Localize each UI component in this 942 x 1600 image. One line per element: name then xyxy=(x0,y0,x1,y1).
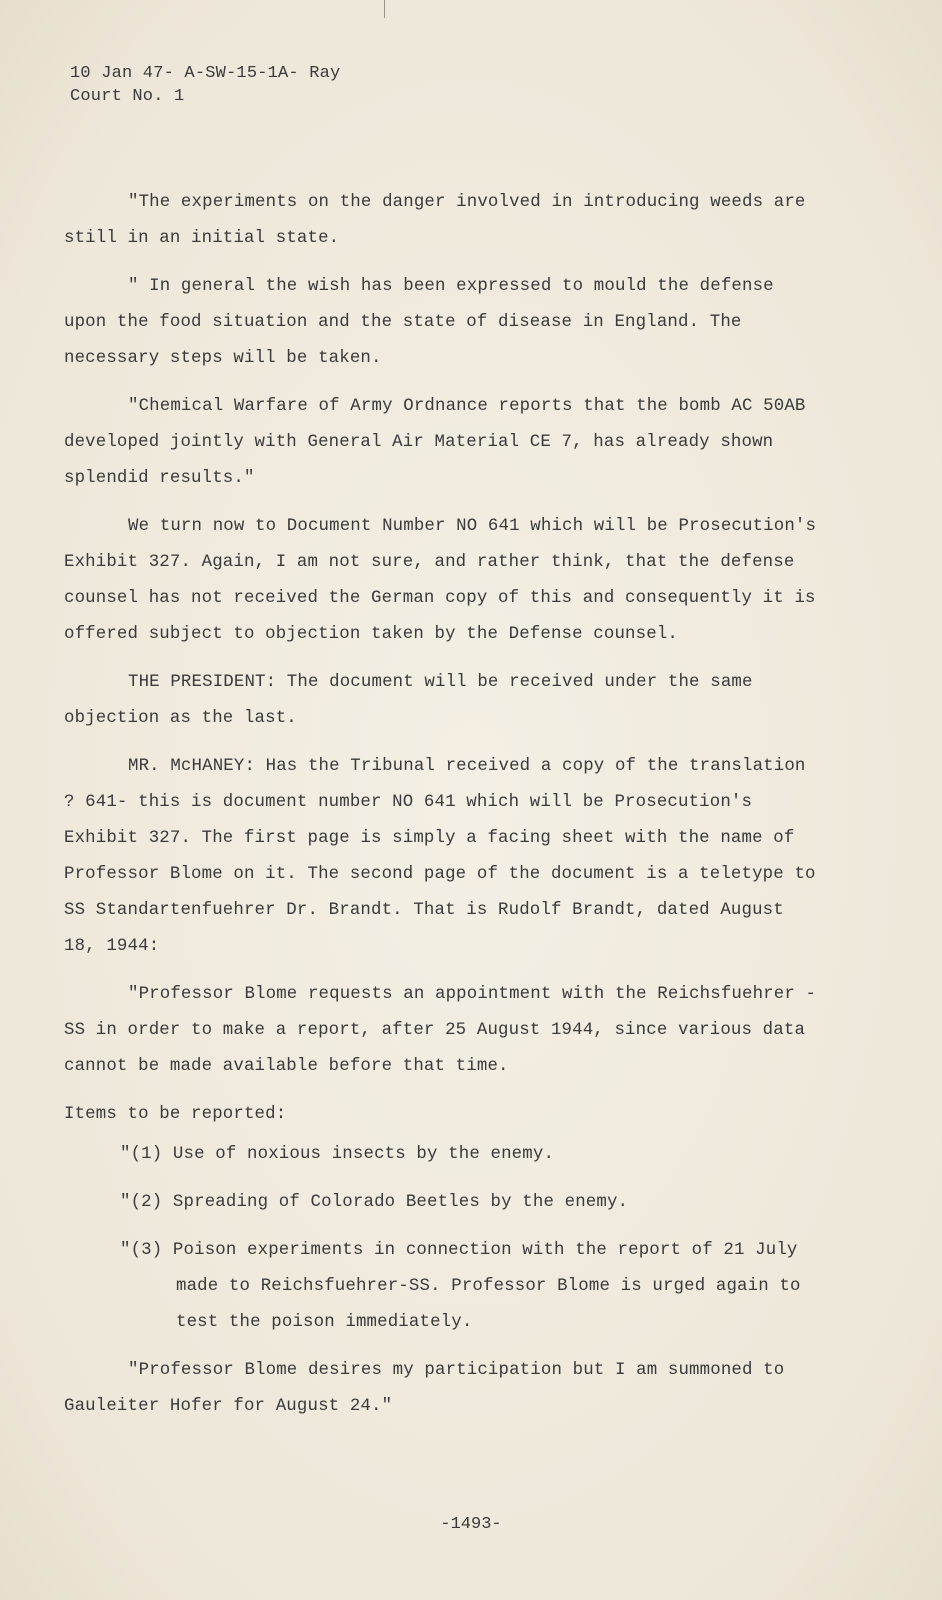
paragraph-president: THE PRESIDENT: The document will be received under the same objection as the last. xyxy=(64,673,753,728)
list-item-2: "(2) Spreading of Colorado Beetles by the enemy. xyxy=(120,1193,629,1212)
paragraph-defense-england: " In general the wish has been expressed to mould the defense upon the food situation and the state of disease in England. The necessary steps will be taken. xyxy=(64,277,774,368)
header-date-line: 10 Jan 47- A-SW-15-1A- Ray xyxy=(70,64,341,83)
paragraph-chemical-warfare: "Chemical Warfare of Army Ordnance reports that the bomb AC 50AB developed jointly with General Air Material CE 7, has already shown splendid results." xyxy=(64,397,806,488)
transcript-body xyxy=(64,185,824,1437)
paragraph-weeds: "The experiments on the danger involved in introducing weeds are still in an initial state. xyxy=(64,193,806,248)
document-header xyxy=(70,62,340,108)
paragraph-document-no-641: We turn now to Document Number NO 641 which will be Prosecution's Exhibit 327. Again, I am not sure, and rather think, that the defense counsel has not received the German copy of this and consequently it is offered subject to objection taken by the Defense counsel. xyxy=(64,517,817,644)
paragraph-blome-request: "Professor Blome requests an appointment with the Reichsfuehrer -SS in order to make a report, after 25 August 1944, since various data cannot be made available before that time. xyxy=(64,985,817,1076)
items-intro: Items to be reported: xyxy=(64,1105,287,1124)
paper-crease-mark xyxy=(384,0,385,18)
header-court-line: Court No. 1 xyxy=(70,87,185,106)
paragraph-mchaney: MR. McHANEY: Has the Tribunal received a copy of the translation ? 641- this is document number NO 641 which will be Prosecution's Exhibit 327. The first page is simply a facing sheet with the name of Professor Blome on it. The second page of the document is a teletype to SS Standartenfuehrer Dr. Brandt. That is Rudolf Brandt, dated August 18, 1944: xyxy=(64,757,816,956)
list-item-3: "(3) Poison experiments in connection with the report of 21 July made to Reichsfuehrer-SS. Professor Blome is urged again to test the poison immediately. xyxy=(120,1241,801,1332)
page-number: -1493- xyxy=(440,1515,502,1534)
list-item-1: "(1) Use of noxious insects by the enemy. xyxy=(120,1145,555,1164)
paragraph-closing: "Professor Blome desires my participation but I am summoned to Gauleiter Hofer for August 24." xyxy=(64,1361,785,1416)
